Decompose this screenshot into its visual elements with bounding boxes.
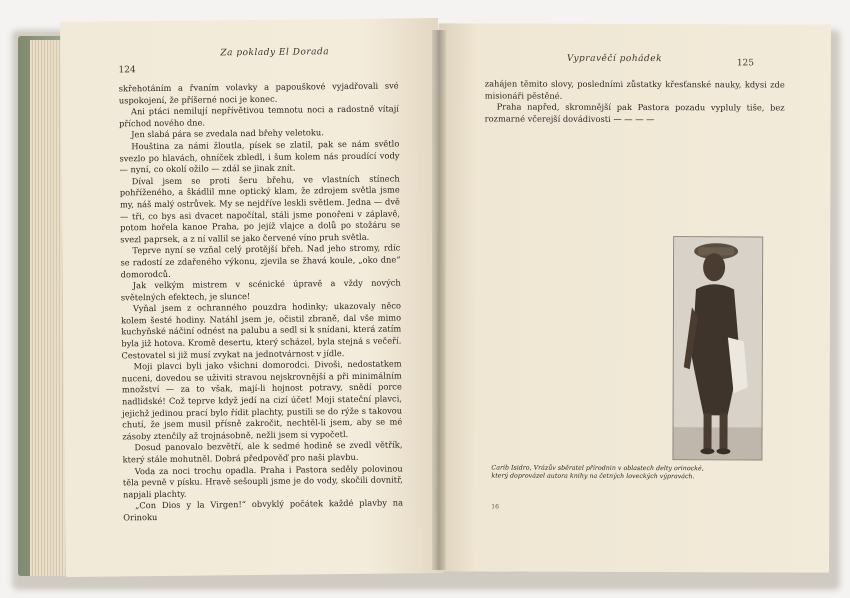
running-head: Za poklady El Dorada: [220, 47, 330, 59]
running-head: Vypravěčí pohádek: [566, 53, 663, 65]
paragraph: Jen slabá pára se zvedala nad břehy veletoku.: [131, 127, 324, 140]
paragraph: skřehotáním a řvaním volavky a papouškové vyjadřovali své uspokojení, že příšerné noci je konec.: [118, 80, 399, 105]
paragraph: Jak velkým mistrem v scénické úpravě a vždy nových světelných efektech, je slunce!: [120, 277, 401, 303]
signature-mark: 16: [491, 503, 499, 511]
right-page: [437, 23, 831, 572]
paragraph: Praha napřed, skromnější pak Pastora pozadu vypluly tiše, bez rozmarné včerejší dovádivosti — — — —: [484, 101, 785, 124]
paragraph: Houština za námi žloutla, písek se zlatil, pak se nám světlo svezlo po hlavách, ohníček zbledl, i šum kolem nás proudící vody — nyní, co okolí ožilo — zdál se jinak znít.: [119, 138, 400, 175]
photo-caption: Carib Isidro, Vrázův sběratel přírodnin v oblastech delty orinocké, který doprovázel autora knihy na četných loveckých výpravách.: [491, 464, 704, 481]
paragraph: zahájen těmito slovy, posledními zůstatky křesťanské nauky, kdysi zde misionáři pěstěné.: [484, 78, 785, 101]
page-number: 124: [118, 65, 136, 76]
page-number: 125: [736, 58, 755, 69]
paragraph: Ani ptáci nemilují nepřívětivou temnotu noci a radostně vítají příchod nového dne.: [119, 103, 399, 129]
book-gutter: [432, 30, 446, 570]
paragraph: Dosud panovalo bezvětří, ale k sedmé hodině se zvedl větřík, který stále mohutněl. Dobrá předpověď pro naši plavbu.: [122, 439, 403, 465]
paragraph: Voda za noci trochu opadla. Praha i Pastora seděly polovinou těla pevně v písku. Hravě sešoupli jsme je do vody, skočili dovnitř, napjali plachty.: [122, 463, 403, 500]
page-body: [119, 80, 404, 523]
paragraph: Moji plavci byli jako všichni domorodci. Divoši, nedostatkem nuceni, dovedou se uživiti stravou nejskrovnější a při minimálním množství — za to však, mají-li hojnost potravy, snědí porce nadlidské! Což teprve když jedí na cizí účet! Moji stateční plavci, jejichž jedinou prací bylo řídit plachty, pustili se do rýže s takovou chutí, že jsem musil přísně zakročit, nechtěl-li jsem, aby se mé zásoby ztenčily až trojnásobně, nežli jsem si vypočetl.: [121, 358, 403, 442]
portrait-photo: [672, 236, 763, 460]
page-body: [485, 78, 785, 125]
man-with-hat-image: [673, 237, 762, 459]
paragraph: Vyňal jsem z ochranného pouzdra hodinky; ukazovaly něco kolem šesté hodiny. Natáhl jsem je, očistil zbraně, dal vše mimo kuchyňské náčiní odnést na palubu a sedl si k snídani, která zatím byla již hotova. Kromě desertu, který scházel, byla stejná s večeří. Cestovatel si již musí zvykat na jednotvárnost v jídle.: [121, 300, 402, 361]
paragraph: Teprve nyní se vzňal celý protější břeh. Nad jeho stromy, rdíc se radostí ze zdařeného výkonu, zjevila se žhavá koule, „oko dne“ domorodců.: [120, 242, 401, 279]
paragraph: Díval jsem se proti šeru břehu, ve vlastních stínech pohříženého, a škádlil mne optický klam, že zdrojem světla jsme my, náš malý ostrůvek. My se nejdříve leskli světlem. Jedna — dvě — tři, co bys asi dvacet napočítal, stáli jsme ponořeni v záplavě, potom hořela kanoe Praha, po jejíž vlajce a dolů po stožáru se svezl paprsek, a z ní vallil se jako červené víno pruh světla.: [119, 173, 401, 245]
left-page: [60, 18, 444, 577]
paragraph: „Con Dios y la Virgen!“ obvyklý počátek každé plavby na Orinoku: [123, 497, 404, 523]
